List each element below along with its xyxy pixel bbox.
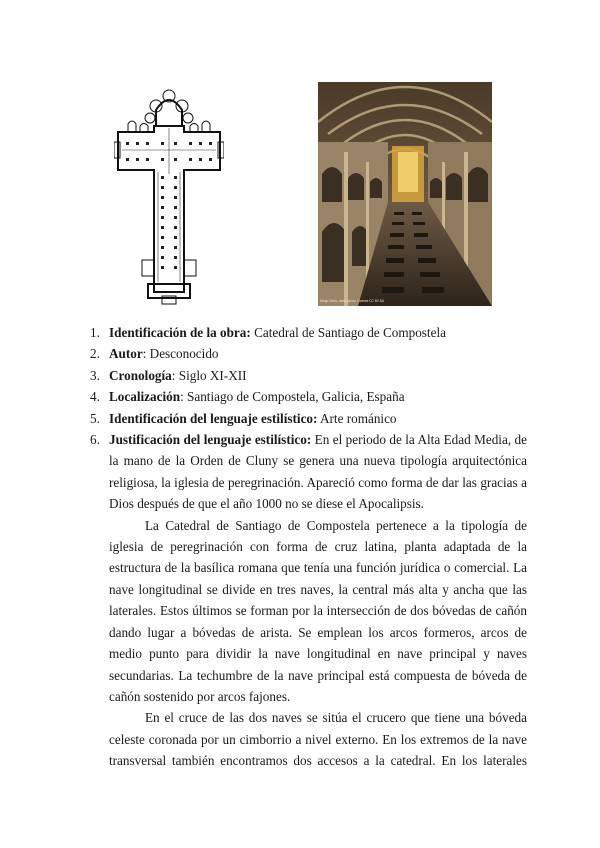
text-line: nave longitudinal se divide en tres naves, la central más alta y ancha que las bbox=[109, 581, 527, 597]
text-line: medio punto para dividir la nave longitudinal en nave principal y naves bbox=[109, 646, 527, 662]
list-label: Identificación de la obra: bbox=[109, 325, 251, 340]
list-label: Localización bbox=[109, 389, 181, 405]
list-number: 4. bbox=[90, 389, 100, 405]
cathedral-floor-plan-image bbox=[114, 84, 224, 306]
paragraph-tipologia bbox=[90, 515, 527, 708]
cathedral-interior-photo bbox=[318, 82, 492, 306]
paragraph-crucero bbox=[90, 707, 527, 771]
cathedral-interior-illustration bbox=[318, 82, 492, 306]
list-number: 3. bbox=[90, 367, 100, 383]
list-item-justificacion bbox=[90, 429, 527, 515]
list-item-lenguaje bbox=[90, 408, 527, 429]
list-value: En el periodo de la Alta Edad Media, de bbox=[311, 432, 527, 448]
text-line: Dios después de que el año 1000 no se diese el Apocalipsis. bbox=[109, 496, 424, 512]
text-line: cañón sostenido por arcos fajones. bbox=[109, 688, 291, 704]
photo-credit-caption: Diego Delso, delso.photo, License CC BY-SA bbox=[320, 299, 385, 303]
list-value: Arte románico bbox=[317, 410, 397, 426]
list-number: 5. bbox=[90, 410, 100, 426]
text-line: En el cruce de las dos naves se sitúa el crucero que tiene una bóveda bbox=[145, 710, 527, 726]
document-body bbox=[90, 322, 527, 772]
text-line: secundarias. La techumbre de la nave principal está compuesta de bóveda de bbox=[109, 667, 527, 683]
text-line bbox=[109, 429, 527, 450]
text-line: religiosa, la iglesia de peregrinación. Apareció como forma de dar las gracias a bbox=[109, 474, 527, 490]
text-line: iglesia de peregrinación con forma de cruz latina, planta adaptada de la bbox=[109, 539, 527, 555]
list-label: Justificación del lenguaje estilístico: bbox=[109, 432, 312, 448]
list-item-identificacion bbox=[90, 322, 527, 343]
text-line: celeste coronada por un cimborrio a nivel externo. En los extremos de la nave bbox=[109, 731, 527, 747]
list-item-autor bbox=[90, 343, 527, 364]
list-value: : Desconocido bbox=[142, 346, 219, 362]
list-label: Cronología bbox=[109, 367, 172, 383]
text-line: dando lugar a bóvedas de arista. Se emplean los arcos formeros, arcos de bbox=[109, 624, 527, 640]
text-line: transversal también encontramos dos accesos a la catedral. En los laterales bbox=[109, 753, 527, 769]
list-value: Catedral de Santiago de Compostela bbox=[250, 325, 446, 340]
list-value: : Siglo XI-XII bbox=[171, 367, 247, 383]
list-label: Identificación del lenguaje estilístico: bbox=[109, 410, 318, 426]
list-number: 2. bbox=[90, 346, 100, 362]
text-line: estructura de la basílica romana que tenía una función jurídica o comercial. La bbox=[109, 560, 527, 576]
list-item-localizacion bbox=[90, 386, 527, 407]
list-value: : Santiago de Compostela, Galicia, España bbox=[180, 389, 405, 405]
list-item-cronologia bbox=[90, 365, 527, 386]
list-number: 6. bbox=[90, 432, 100, 448]
text-line: la mano de la Orden de Cluny se genera una nueva tipología arquitectónica bbox=[109, 453, 527, 469]
text-line: La Catedral de Santiago de Compostela pertenece a la tipología de bbox=[145, 517, 527, 533]
list-label: Autor bbox=[109, 346, 143, 362]
list-number: 1. bbox=[90, 325, 100, 340]
text-line: laterales. Estos últimos se forman por la intersección de dos bóvedas de cañón bbox=[109, 603, 527, 619]
